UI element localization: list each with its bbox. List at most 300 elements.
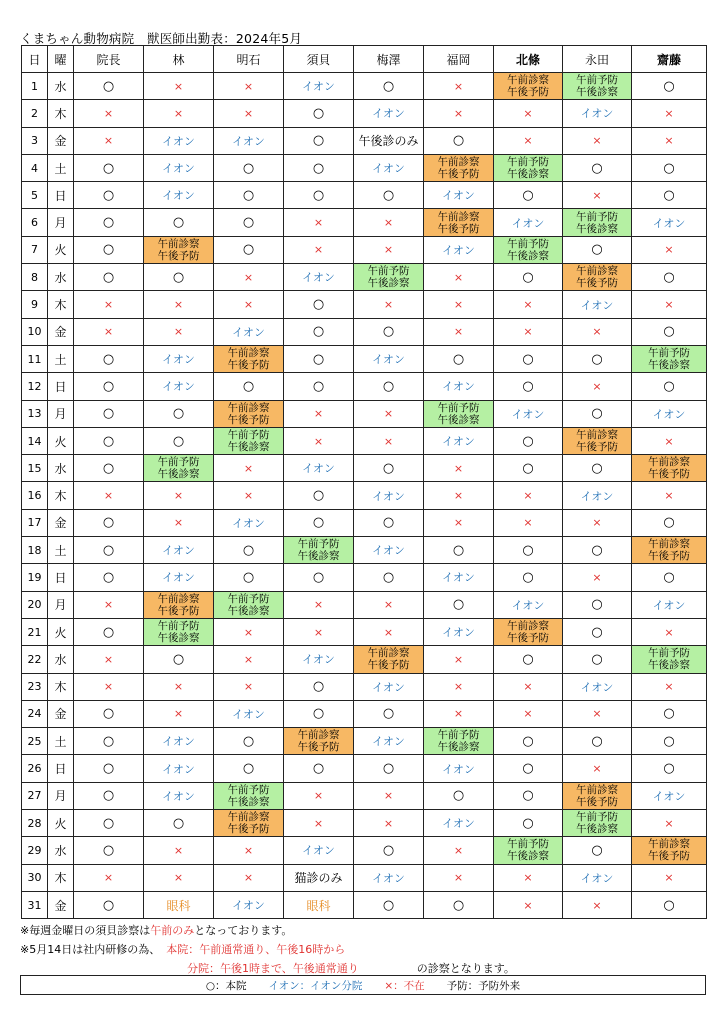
table-row — [22, 291, 707, 318]
schedule-cell: イオン — [563, 482, 632, 509]
schedule-cell: × — [424, 482, 494, 509]
note-training — [20, 941, 345, 957]
schedule-cell: × — [494, 127, 563, 154]
schedule-cell: ○ — [214, 154, 284, 181]
weekday-cell: 金 — [48, 127, 74, 154]
schedule-cell: × — [424, 455, 494, 482]
schedule-cell: × — [563, 564, 632, 591]
schedule-cell — [214, 400, 284, 427]
shift-line: 午前診察 — [576, 265, 618, 278]
schedule-cell: ○ — [74, 700, 144, 727]
weekday-cell: 金 — [48, 509, 74, 536]
schedule-table — [21, 45, 707, 919]
schedule-cell: × — [284, 236, 354, 263]
schedule-cell: × — [144, 837, 214, 864]
table-row — [22, 127, 707, 154]
legend-box — [20, 975, 706, 995]
weekday-cell: 日 — [48, 564, 74, 591]
schedule-cell: ○ — [144, 646, 214, 673]
schedule-cell: イオン — [424, 564, 494, 591]
shift-line: 午後診察 — [507, 850, 549, 863]
legend-ion: イオン：イオン分院 — [268, 979, 363, 992]
weekday-cell: 土 — [48, 537, 74, 564]
schedule-cell: × — [354, 427, 424, 454]
schedule-cell: ○ — [632, 755, 707, 782]
schedule-cell: イオン — [144, 755, 214, 782]
shift-line: 午前診察 — [227, 811, 270, 824]
schedule-cell: × — [354, 400, 424, 427]
table-row — [22, 236, 707, 263]
schedule-cell: ○ — [494, 182, 563, 209]
schedule-cell: × — [494, 891, 563, 918]
schedule-cell: × — [74, 673, 144, 700]
schedule-cell — [632, 537, 707, 564]
shift-line: 午前予防 — [227, 592, 270, 605]
schedule-cell: × — [494, 100, 563, 127]
shift-line: 午後診察 — [227, 604, 270, 617]
weekday-cell: 金 — [48, 318, 74, 345]
weekday-cell: 木 — [48, 673, 74, 700]
schedule-cell: ○ — [74, 264, 144, 291]
schedule-cell: ○ — [354, 837, 424, 864]
schedule-cell: ○ — [74, 400, 144, 427]
day-cell: 22 — [22, 646, 48, 673]
schedule-cell: × — [424, 673, 494, 700]
schedule-cell: ○ — [632, 182, 707, 209]
schedule-cell: ○ — [284, 755, 354, 782]
schedule-cell: ○ — [74, 73, 144, 100]
schedule-cell: ○ — [74, 154, 144, 181]
weekday-cell: 月 — [48, 209, 74, 236]
table-row — [22, 482, 707, 509]
weekday-cell: 水 — [48, 837, 74, 864]
schedule-cell: × — [563, 318, 632, 345]
weekday-cell: 日 — [48, 755, 74, 782]
schedule-cell: ○ — [632, 73, 707, 100]
page-title: くまちゃん動物病院 獣医師出勤表：2024年5月 — [20, 31, 303, 46]
schedule-cell — [563, 427, 632, 454]
shift-line: 午前予防 — [648, 647, 690, 660]
day-cell: 23 — [22, 673, 48, 700]
schedule-cell: ○ — [74, 537, 144, 564]
schedule-cell: × — [354, 591, 424, 618]
weekday-cell: 火 — [48, 427, 74, 454]
schedule-cell: × — [632, 236, 707, 263]
schedule-cell — [424, 154, 494, 181]
schedule-cell: ○ — [354, 509, 424, 536]
column-header: 梅澤 — [354, 46, 424, 73]
shift-line: 午前診察 — [507, 74, 549, 87]
schedule-cell: ○ — [74, 455, 144, 482]
table-row — [22, 564, 707, 591]
day-cell: 29 — [22, 837, 48, 864]
schedule-cell: × — [214, 73, 284, 100]
table-header-row — [22, 46, 707, 73]
weekday-cell: 木 — [48, 100, 74, 127]
schedule-cell: × — [284, 810, 354, 837]
day-cell: 18 — [22, 537, 48, 564]
schedule-cell: ○ — [214, 209, 284, 236]
shift-line: 午前予防 — [297, 538, 340, 551]
shift-line: 午後予防 — [227, 413, 270, 426]
schedule-cell: ○ — [632, 891, 707, 918]
table-row — [22, 591, 707, 618]
shift-line: 午後予防 — [507, 86, 549, 99]
schedule-cell — [424, 400, 494, 427]
schedule-cell: ○ — [74, 509, 144, 536]
shift-line: 午後予防 — [437, 168, 480, 181]
schedule-cell: × — [632, 427, 707, 454]
schedule-cell: イオン — [144, 127, 214, 154]
schedule-cell: × — [74, 318, 144, 345]
schedule-cell: × — [632, 864, 707, 891]
schedule-cell: イオン — [424, 618, 494, 645]
schedule-cell: ○ — [563, 537, 632, 564]
shift-line: 午前予防 — [157, 620, 200, 633]
schedule-cell: ○ — [494, 373, 563, 400]
shift-line: 午後予防 — [648, 550, 690, 563]
shift-line: 午前診察 — [648, 838, 690, 851]
schedule-cell: × — [214, 646, 284, 673]
legend-main: ○：本院 — [205, 979, 247, 992]
schedule-cell: × — [144, 291, 214, 318]
schedule-cell: × — [214, 482, 284, 509]
schedule-cell: イオン — [424, 236, 494, 263]
table-row — [22, 373, 707, 400]
schedule-cell: × — [74, 291, 144, 318]
day-cell: 15 — [22, 455, 48, 482]
schedule-cell — [494, 236, 563, 263]
schedule-cell — [494, 154, 563, 181]
schedule-cell: × — [563, 373, 632, 400]
note-text: となっております。 — [194, 924, 293, 937]
schedule-cell: ○ — [494, 537, 563, 564]
schedule-cell — [632, 646, 707, 673]
note-text: の診察となります。 — [416, 962, 515, 975]
column-header: 永田 — [563, 46, 632, 73]
shift-line: 午前診察 — [157, 592, 200, 605]
schedule-cell: ○ — [74, 236, 144, 263]
schedule-cell: × — [494, 509, 563, 536]
schedule-cell: ○ — [494, 646, 563, 673]
schedule-cell: ○ — [74, 345, 144, 372]
schedule-cell: × — [214, 455, 284, 482]
schedule-cell — [284, 728, 354, 755]
schedule-cell: × — [494, 318, 563, 345]
shift-line: 午前予防 — [507, 156, 549, 169]
table-row — [22, 891, 707, 918]
schedule-cell: ○ — [284, 345, 354, 372]
shift-line: 午後診察 — [437, 413, 480, 426]
table-row — [22, 700, 707, 727]
shift-line: 午後予防 — [576, 277, 618, 290]
column-header: 須貝 — [284, 46, 354, 73]
schedule-cell: イオン — [214, 318, 284, 345]
schedule-cell: ○ — [74, 755, 144, 782]
schedule-cell: イオン — [214, 891, 284, 918]
schedule-cell: × — [144, 318, 214, 345]
schedule-cell: × — [563, 182, 632, 209]
day-cell: 12 — [22, 373, 48, 400]
shift-line: 午後診察 — [576, 823, 618, 836]
table-row — [22, 646, 707, 673]
day-cell: 2 — [22, 100, 48, 127]
schedule-cell — [424, 209, 494, 236]
schedule-cell: × — [632, 810, 707, 837]
schedule-cell: ○ — [494, 264, 563, 291]
schedule-cell: × — [354, 209, 424, 236]
schedule-cell: × — [214, 264, 284, 291]
schedule-cell: ○ — [284, 373, 354, 400]
schedule-cell: ○ — [284, 482, 354, 509]
schedule-cell: ○ — [214, 182, 284, 209]
shift-line: 午前診察 — [648, 538, 690, 551]
weekday-cell: 月 — [48, 782, 74, 809]
schedule-cell: ○ — [354, 700, 424, 727]
weekday-cell: 金 — [48, 891, 74, 918]
schedule-cell: イオン — [563, 673, 632, 700]
table-row — [22, 509, 707, 536]
shift-line: 午前診察 — [227, 401, 270, 414]
shift-line: 午前予防 — [507, 838, 549, 851]
schedule-cell: × — [494, 864, 563, 891]
schedule-cell: × — [74, 100, 144, 127]
day-cell: 8 — [22, 264, 48, 291]
schedule-cell — [424, 728, 494, 755]
table-row — [22, 182, 707, 209]
day-cell: 16 — [22, 482, 48, 509]
day-cell: 13 — [22, 400, 48, 427]
day-cell: 26 — [22, 755, 48, 782]
shift-line: 午前予防 — [367, 265, 410, 278]
schedule-cell — [563, 782, 632, 809]
shift-line: 午後予防 — [576, 441, 618, 453]
weekday-cell: 水 — [48, 264, 74, 291]
schedule-cell: イオン — [144, 154, 214, 181]
schedule-cell: イオン — [354, 537, 424, 564]
shift-line: 午後診察 — [297, 550, 340, 563]
schedule-cell: イオン — [284, 455, 354, 482]
schedule-cell: × — [632, 482, 707, 509]
schedule-cell: ○ — [74, 618, 144, 645]
schedule-cell: × — [144, 482, 214, 509]
schedule-cell: × — [284, 209, 354, 236]
shift-line: 午前診察 — [507, 620, 549, 633]
weekday-cell: 水 — [48, 73, 74, 100]
schedule-cell: ○ — [284, 127, 354, 154]
shift-line: 午前予防 — [576, 811, 618, 824]
schedule-cell: ○ — [563, 455, 632, 482]
schedule-cell: ○ — [354, 318, 424, 345]
note-text: ※5月14日は社内研修の為、 — [20, 943, 161, 956]
table-row — [22, 864, 707, 891]
schedule-cell: ○ — [354, 455, 424, 482]
schedule-cell — [494, 837, 563, 864]
schedule-cell: × — [632, 618, 707, 645]
schedule-cell: × — [74, 591, 144, 618]
schedule-cell: ○ — [494, 427, 563, 454]
column-header: 北條 — [494, 46, 563, 73]
schedule-cell: 眼科 — [284, 891, 354, 918]
day-cell: 24 — [22, 700, 48, 727]
schedule-cell: イオン — [284, 73, 354, 100]
table-row — [22, 728, 707, 755]
schedule-cell — [494, 73, 563, 100]
shift-line: 午後予防 — [157, 604, 200, 617]
note-friday — [20, 922, 292, 938]
schedule-cell: ○ — [424, 345, 494, 372]
weekday-cell: 日 — [48, 373, 74, 400]
weekday-cell: 金 — [48, 700, 74, 727]
weekday-cell: 土 — [48, 154, 74, 181]
table-row — [22, 318, 707, 345]
shift-line: 午後予防 — [507, 632, 549, 645]
schedule-cell — [354, 264, 424, 291]
schedule-cell: ○ — [563, 728, 632, 755]
schedule-cell: × — [494, 482, 563, 509]
day-cell: 20 — [22, 591, 48, 618]
day-cell: 19 — [22, 564, 48, 591]
schedule-cell: × — [563, 891, 632, 918]
schedule-cell: × — [144, 700, 214, 727]
table-row — [22, 782, 707, 809]
shift-line: 午前診察 — [437, 156, 480, 169]
schedule-cell: ○ — [74, 564, 144, 591]
schedule-cell: イオン — [144, 537, 214, 564]
schedule-cell: ○ — [494, 345, 563, 372]
schedule-cell: × — [424, 73, 494, 100]
day-cell: 27 — [22, 782, 48, 809]
weekday-cell: 火 — [48, 810, 74, 837]
schedule-cell — [632, 455, 707, 482]
column-header: 福岡 — [424, 46, 494, 73]
schedule-cell: 午後診のみ — [354, 127, 424, 154]
schedule-cell: ○ — [144, 264, 214, 291]
column-header: 曜 — [48, 46, 74, 73]
note-highlight: 分院：午後1時まで、午後通常通り — [187, 962, 359, 975]
shift-line: 午後診察 — [507, 168, 549, 181]
day-cell: 30 — [22, 864, 48, 891]
schedule-cell — [214, 345, 284, 372]
schedule-cell: ○ — [632, 700, 707, 727]
schedule-cell: ○ — [632, 564, 707, 591]
schedule-cell: イオン — [144, 782, 214, 809]
schedule-cell: ○ — [144, 427, 214, 454]
note-branch — [187, 960, 515, 976]
weekday-cell: 月 — [48, 400, 74, 427]
schedule-cell: × — [214, 673, 284, 700]
schedule-cell: イオン — [354, 482, 424, 509]
shift-line: 午後予防 — [648, 468, 690, 481]
schedule-cell: × — [632, 291, 707, 318]
schedule-cell: ○ — [354, 564, 424, 591]
schedule-cell: × — [284, 427, 354, 454]
shift-line: 午前予防 — [576, 74, 618, 87]
schedule-cell: × — [563, 127, 632, 154]
shift-line: 午後予防 — [227, 823, 270, 836]
schedule-cell — [144, 591, 214, 618]
schedule-cell — [563, 209, 632, 236]
schedule-cell: × — [424, 646, 494, 673]
schedule-cell: × — [354, 810, 424, 837]
schedule-cell: ○ — [563, 618, 632, 645]
table-row — [22, 618, 707, 645]
table-row — [22, 837, 707, 864]
schedule-cell: ○ — [424, 537, 494, 564]
note-highlight: 本院：午前通常通り、午後16時から — [166, 943, 346, 956]
schedule-cell: イオン — [144, 182, 214, 209]
schedule-cell: ○ — [632, 728, 707, 755]
schedule-cell — [632, 345, 707, 372]
table-row — [22, 345, 707, 372]
schedule-cell: ○ — [214, 373, 284, 400]
schedule-cell: × — [632, 673, 707, 700]
schedule-cell: ○ — [424, 127, 494, 154]
schedule-cell: ○ — [354, 182, 424, 209]
weekday-cell: 土 — [48, 728, 74, 755]
weekday-cell: 火 — [48, 236, 74, 263]
shift-line: 午前診察 — [297, 729, 340, 742]
schedule-cell: イオン — [214, 700, 284, 727]
shift-line: 午後診察 — [648, 359, 690, 372]
table-row — [22, 400, 707, 427]
schedule-cell: イオン — [144, 345, 214, 372]
shift-line: 午前診察 — [227, 347, 270, 360]
schedule-cell: × — [144, 100, 214, 127]
shift-line: 午後予防 — [367, 659, 410, 672]
schedule-cell — [563, 264, 632, 291]
day-cell: 25 — [22, 728, 48, 755]
note-text: ※毎週金曜日の須貝診察は — [20, 924, 151, 937]
table-row — [22, 755, 707, 782]
schedule-cell: イオン — [494, 400, 563, 427]
schedule-cell: ○ — [632, 373, 707, 400]
day-cell: 4 — [22, 154, 48, 181]
schedule-cell: イオン — [424, 373, 494, 400]
table-row — [22, 427, 707, 454]
weekday-cell: 木 — [48, 864, 74, 891]
schedule-cell: ○ — [284, 509, 354, 536]
schedule-cell: ○ — [563, 837, 632, 864]
schedule-cell: イオン — [563, 100, 632, 127]
schedule-cell: × — [494, 700, 563, 727]
shift-line: 午前診察 — [648, 456, 690, 469]
schedule-cell — [563, 73, 632, 100]
schedule-cell: × — [214, 100, 284, 127]
schedule-cell: × — [214, 837, 284, 864]
table-row — [22, 209, 707, 236]
schedule-cell: ○ — [144, 810, 214, 837]
schedule-cell — [144, 236, 214, 263]
shift-line: 午後診察 — [367, 277, 410, 290]
schedule-cell: ○ — [494, 755, 563, 782]
schedule-cell: ○ — [214, 564, 284, 591]
shift-line: 午後診察 — [507, 249, 549, 262]
schedule-cell: × — [424, 264, 494, 291]
schedule-cell — [354, 646, 424, 673]
schedule-cell: ○ — [563, 236, 632, 263]
schedule-cell: ○ — [214, 236, 284, 263]
schedule-cell: 眼科 — [144, 891, 214, 918]
schedule-cell: × — [144, 509, 214, 536]
shift-line: 午後診察 — [227, 795, 270, 808]
schedule-cell: 猫診のみ — [284, 864, 354, 891]
schedule-cell: イオン — [632, 400, 707, 427]
table-row — [22, 810, 707, 837]
schedule-cell: ○ — [354, 891, 424, 918]
weekday-cell: 木 — [48, 482, 74, 509]
schedule-cell: イオン — [563, 864, 632, 891]
